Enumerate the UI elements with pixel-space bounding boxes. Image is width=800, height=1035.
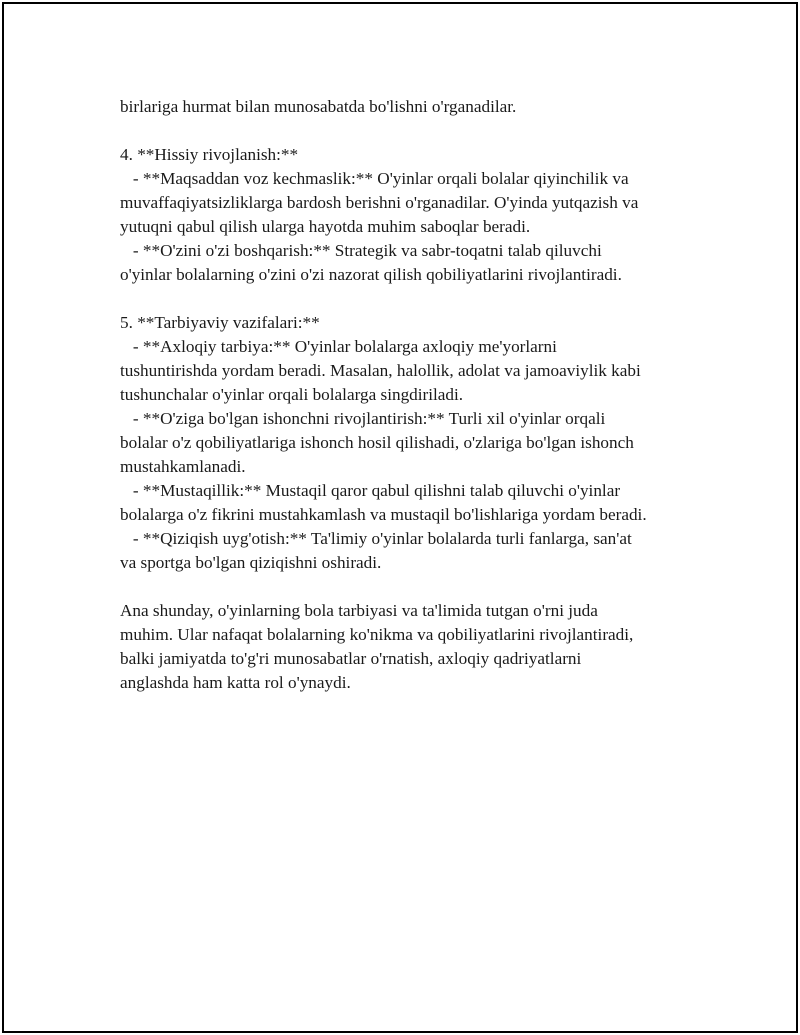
text-line: balki jamiyatda to'g'ri munosabatlar o'rnatish, axloqiy qadriyatlarni [120, 649, 582, 668]
paragraph-spacer [120, 119, 700, 143]
text-line: muvaffaqiyatsizliklarga bardosh berishni o'rganadilar. O'yinda yutqazish va [120, 193, 639, 212]
section-hissiy-rivojlanish [120, 143, 700, 287]
section-tarbiyaviy-vazifalari [120, 311, 700, 575]
text-line: va sportga bo'lgan qiziqishni oshiradi. [120, 553, 382, 572]
text-line: tushuntirishda yordam beradi. Masalan, halollik, adolat va jamoaviylik kabi [120, 361, 641, 380]
text-line: tushunchalar o'yinlar orqali bolalarga singdiriladi. [120, 385, 464, 404]
section-heading: 4. **Hissiy rivojlanish:** [120, 145, 299, 164]
text-line: Ana shunday, o'yinlarning bola tarbiyasi va ta'limida tutgan o'rni juda [120, 601, 598, 620]
text-line: birlariga hurmat bilan munosabatda bo'lishni o'rganadilar. [120, 97, 517, 116]
text-line: muhim. Ular nafaqat bolalarning ko'nikma va qobiliyatlarini rivojlantiradi, [120, 625, 634, 644]
text-line: bolalarga o'z fikrini mustahkamlash va mustaqil bo'lishlariga yordam beradi. [120, 505, 647, 524]
text-line: - **Qiziqish uyg'otish:** Ta'limiy o'yinlar bolalarda turli fanlarga, san'at [120, 529, 632, 548]
paragraph-spacer [120, 287, 700, 311]
text-line: - **Maqsaddan voz kechmaslik:** O'yinlar orqali bolalar qiyinchilik va [120, 169, 629, 188]
page-frame [2, 2, 798, 1033]
text-line: - **Axloqiy tarbiya:** O'yinlar bolalarga axloqiy me'yorlarni [120, 337, 557, 356]
document-body [120, 95, 700, 695]
text-line: o'yinlar bolalarning o'zini o'zi nazorat qilish qobiliyatlarini rivojlantiradi. [120, 265, 622, 284]
conclusion-paragraph [120, 599, 700, 695]
paragraph [120, 95, 700, 119]
paragraph-spacer [120, 575, 700, 599]
text-line: yutuqni qabul qilish ularga hayotda muhim saboqlar beradi. [120, 217, 531, 236]
text-line: mustahkamlanadi. [120, 457, 246, 476]
text-line: anglashda ham katta rol o'ynaydi. [120, 673, 351, 692]
section-heading: 5. **Tarbiyaviy vazifalari:** [120, 313, 320, 332]
text-line: - **O'zini o'zi boshqarish:** Strategik va sabr-toqatni talab qiluvchi [120, 241, 602, 260]
text-line: - **O'ziga bo'lgan ishonchni rivojlantirish:** Turli xil o'yinlar orqali [120, 409, 606, 428]
text-line: - **Mustaqillik:** Mustaqil qaror qabul qilishni talab qiluvchi o'yinlar [120, 481, 621, 500]
text-line: bolalar o'z qobiliyatlariga ishonch hosil qilishadi, o'zlariga bo'lgan ishonch [120, 433, 634, 452]
